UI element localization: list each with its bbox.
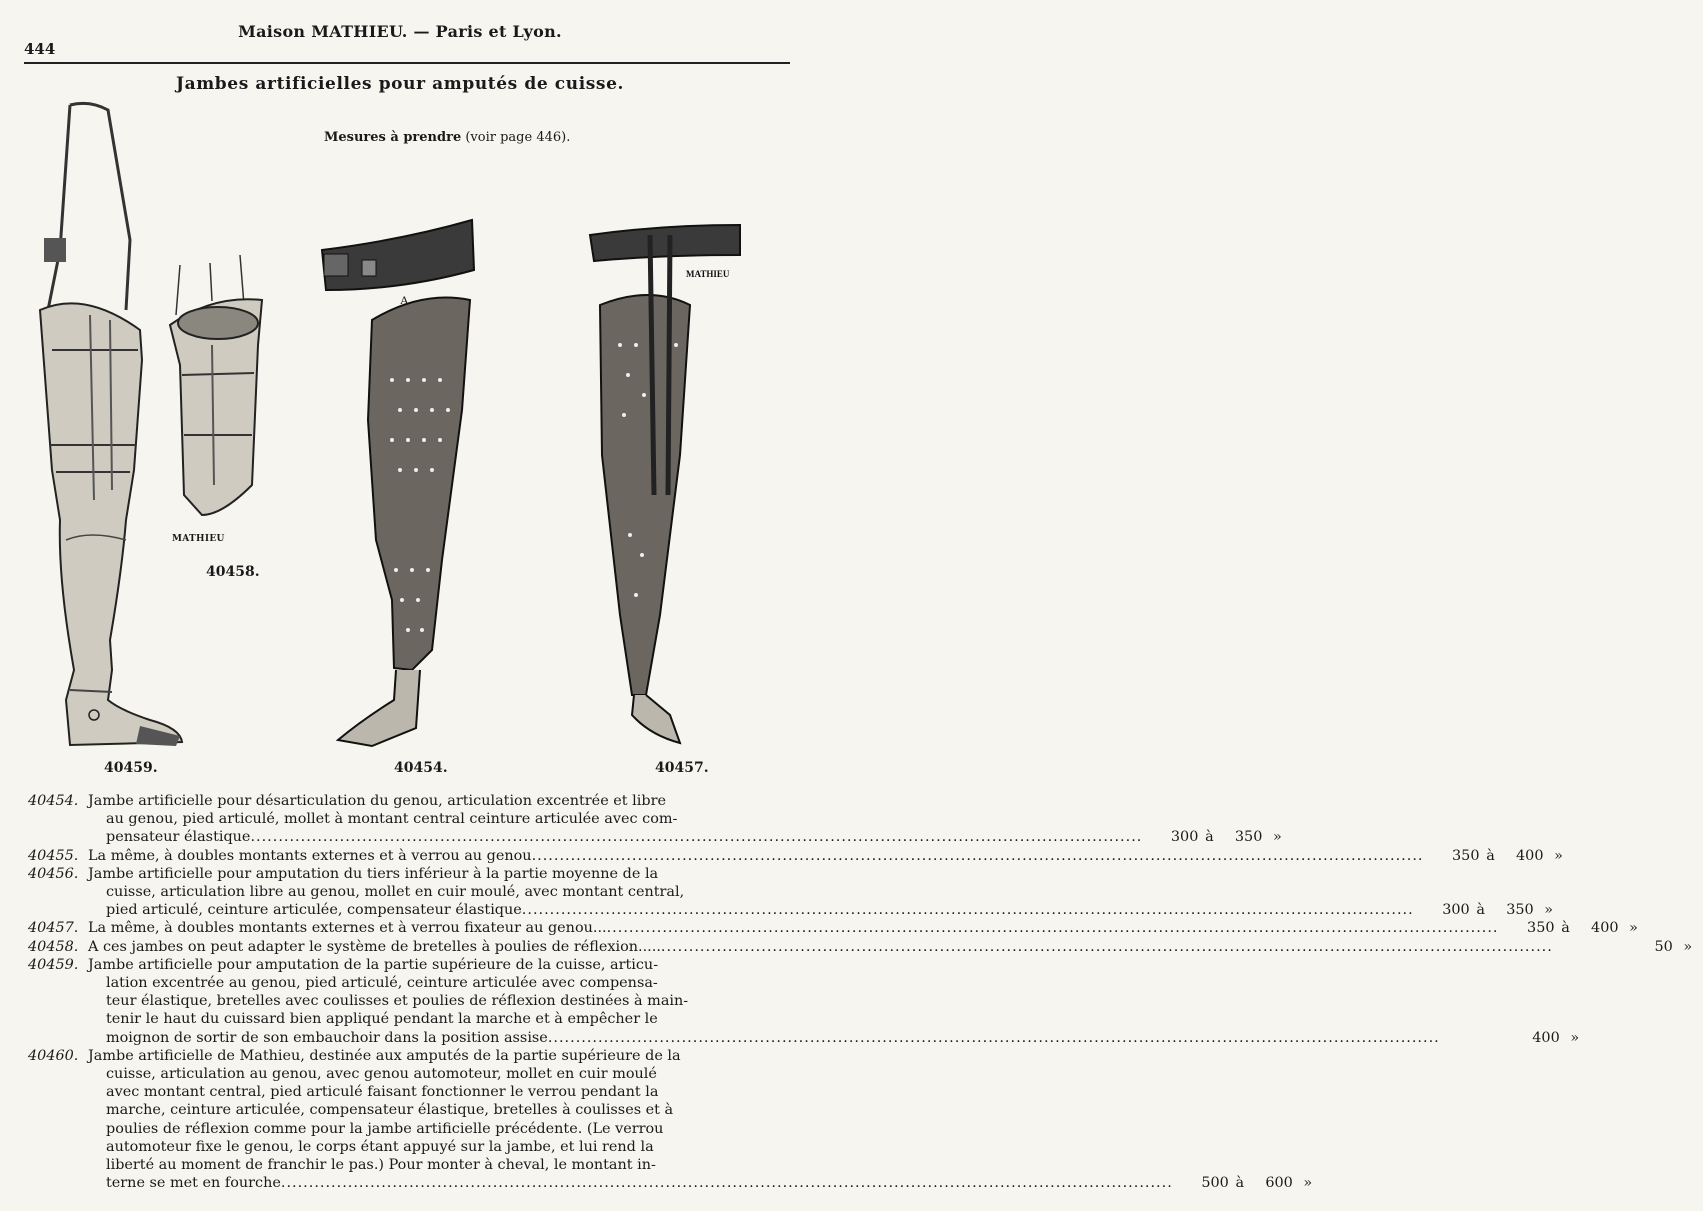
description-line: Jambe artificielle pour amputation du tiers inférieur à la partie moyenne de la	[88, 865, 659, 882]
description-line: marche, ceinture articulée, compensateur élastique, bretelles à coulisses et à	[106, 1102, 674, 1119]
price: 500 à 600 »	[1201, 1175, 1313, 1192]
description-line: poulies de réflexion comme pour la jambe artificielle précédente. (Le verrou	[106, 1120, 664, 1137]
catalog-number: 40460.	[28, 1047, 79, 1064]
measures-page-ref: (voir page 446).	[465, 130, 571, 145]
catalog-number: 40457.	[28, 920, 79, 937]
description-line: cuisse, articulation au genou, avec genou automoteur, mollet en cuir moulé	[106, 1066, 657, 1083]
catalog-number: 40455.	[28, 847, 79, 864]
description-line: Jambe artificielle pour amputation de la partie supérieure de la cuisse, articu-	[88, 956, 659, 973]
figure-40459-illustration	[30, 100, 180, 760]
description-line: A ces jambes on peut adapter le système de bretelles à poulies de réflexion..... ..... 50 »	[88, 938, 1703, 956]
figure-label-40458: 40458.	[206, 564, 260, 580]
description-line: terne se met en fourche ..... 500 à 600 »	[88, 1174, 1323, 1192]
catalog-number: 40454.	[28, 793, 79, 809]
running-head: Maison MATHIEU. — Paris et Lyon.	[238, 22, 562, 41]
catalog-entry	[28, 1047, 1313, 1193]
description-line: lation excentrée au genou, pied articulé, ceinture articulée avec compensa-	[106, 975, 658, 992]
catalog-number: 40456.	[28, 865, 79, 882]
figure-40454-illustration	[312, 180, 482, 760]
figure-40457-illustration	[580, 195, 750, 755]
description-line: teur élastique, bretelles avec coulisses et poulies de réflexion destinées à main-	[106, 993, 689, 1010]
header-rule	[24, 62, 790, 64]
description-line: Jambe artificielle pour désarticulation du genou, articulation excentrée et libre	[88, 793, 666, 809]
catalog-entry	[28, 865, 1554, 920]
catalog-entry	[28, 956, 1580, 1047]
description-line: La même, à doubles montants externes et à verrou au genou ..... 350 à 400 »	[88, 847, 1573, 865]
price: 300 à 350 »	[1442, 902, 1554, 919]
catalog-number: 40458.	[28, 938, 79, 955]
catalog-entry	[28, 792, 1282, 847]
description-line: La même, à doubles montants externes et à verrou fixateur au genou... ..... 350 à 400 »	[88, 919, 1649, 937]
description-line: tenir le haut du cuissard bien appliqué pendant la marche et à empêcher le	[106, 1011, 658, 1028]
description-line: moignon de sortir de son embauchoir dans la position assise ..... 400 »	[88, 1029, 1590, 1047]
page-number: 444	[24, 40, 56, 58]
description-line: Jambe artificielle de Mathieu, destinée aux amputés de la partie supérieure de la	[88, 1047, 681, 1064]
figure-40458-illustration	[162, 255, 272, 535]
catalog-entry	[28, 919, 1638, 937]
description-line: pensateur élastique ..... 300 à 350 »	[88, 828, 1292, 846]
catalog-entry	[28, 847, 1563, 865]
page-title: Jambes artificielles pour amputés de cuisse.	[175, 74, 625, 94]
figure-label-40459: 40459.	[104, 760, 158, 776]
measures-label: Mesures à prendre	[324, 130, 462, 145]
catalog-number: 40459.	[28, 956, 79, 973]
price: 350 à 400 »	[1452, 847, 1563, 864]
description-line: cuisse, articulation libre au genou, mollet en cuir moulé, avec montant central,	[106, 884, 685, 901]
figure-40458-brand: MATHIEU	[172, 534, 225, 544]
svg-text:MATHIEU: MATHIEU	[686, 269, 730, 279]
figure-label-40454: 40454.	[394, 760, 448, 776]
description-line: automoteur fixe le genou, le corps étant appuyé sur la jambe, et lui rend la	[106, 1138, 654, 1155]
price: 300 à 350 »	[1170, 829, 1282, 846]
measures-note	[324, 130, 570, 145]
catalog-entry	[28, 938, 1693, 956]
description-line: liberté au moment de franchir le pas.) Pour monter à cheval, le montant in-	[106, 1157, 656, 1174]
figure-label-40457: 40457.	[655, 760, 709, 776]
description-line: au genou, pied articulé, mollet à montant central ceinture articulée avec com-	[106, 811, 678, 828]
price: 50 »	[1654, 938, 1693, 955]
svg-text:A: A	[400, 293, 409, 307]
price: 400 »	[1532, 1029, 1580, 1046]
description-line: pied articulé, ceinture articulée, compensateur élastique ..... 300 à 350 »	[88, 901, 1564, 919]
description-line: avec montant central, pied articulé faisant fonctionner le verrou pendant la	[106, 1084, 659, 1101]
price: 350 à 400 »	[1527, 920, 1638, 937]
price-list	[28, 792, 1693, 1192]
